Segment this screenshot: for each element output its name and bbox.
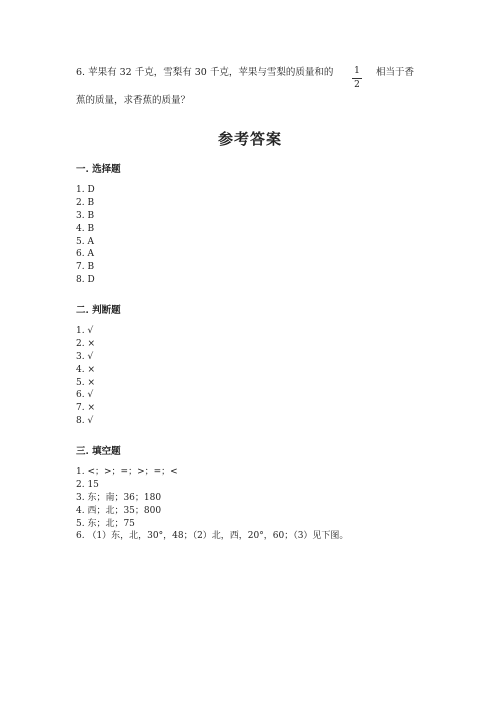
answer-item: 5. ×	[76, 377, 95, 388]
question-6-line-1: 6. 苹果有 32 千克，雪梨有 30 千克，苹果与雪梨的质量和的	[76, 67, 334, 78]
answer-item: 7. ×	[76, 403, 95, 414]
answer-item: 4. B	[76, 223, 95, 234]
section-heading-fill-blank: 三. 填空题	[76, 446, 121, 457]
answer-item: 6. （1）东，北，30°，48；（2）北，西，20°，60；（3）见下图。	[76, 531, 349, 542]
question-6-tail: 相当于香	[376, 67, 415, 78]
answer-item: 8. √	[76, 416, 94, 427]
fraction-bar	[352, 78, 362, 79]
answer-item: 4. 西；北；35；800	[76, 505, 162, 516]
answer-item: 1. <；>；=；>；=；<	[76, 467, 178, 477]
answer-list-fill-blank	[76, 466, 348, 543]
answer-item: 6. A	[76, 249, 94, 260]
answer-item: 3. √	[76, 351, 94, 362]
answer-item: 8. D	[76, 275, 95, 286]
question-6-line-2: 蕉的质量，求香蕉的质量？	[76, 95, 191, 106]
page-title: 参考答案	[217, 130, 282, 148]
fraction-denominator: 2	[354, 80, 360, 90]
answer-item: 2. 15	[76, 479, 99, 490]
section-heading-judgment: 二. 判断题	[76, 305, 121, 316]
answer-item: 2. ×	[76, 338, 95, 349]
answer-list-choice	[76, 184, 95, 287]
answer-item: 6. √	[76, 390, 94, 401]
answer-item: 7. B	[76, 262, 95, 273]
answer-item: 5. 东；北；75	[76, 518, 135, 529]
answer-item: 4. ×	[76, 364, 95, 375]
answer-item: 2. B	[76, 197, 95, 208]
answer-list-judgment	[76, 325, 95, 428]
answer-item: 1. √	[76, 326, 94, 336]
answer-item: 3. 东；南；36；180	[76, 492, 162, 503]
answer-item: 1. D	[76, 185, 95, 195]
fraction-one-half	[352, 66, 362, 91]
answer-item: 3. B	[76, 210, 95, 221]
answer-item: 5. A	[76, 236, 94, 247]
fraction-numerator: 1	[354, 66, 360, 76]
section-heading-choice: 一. 选择题	[76, 164, 121, 175]
